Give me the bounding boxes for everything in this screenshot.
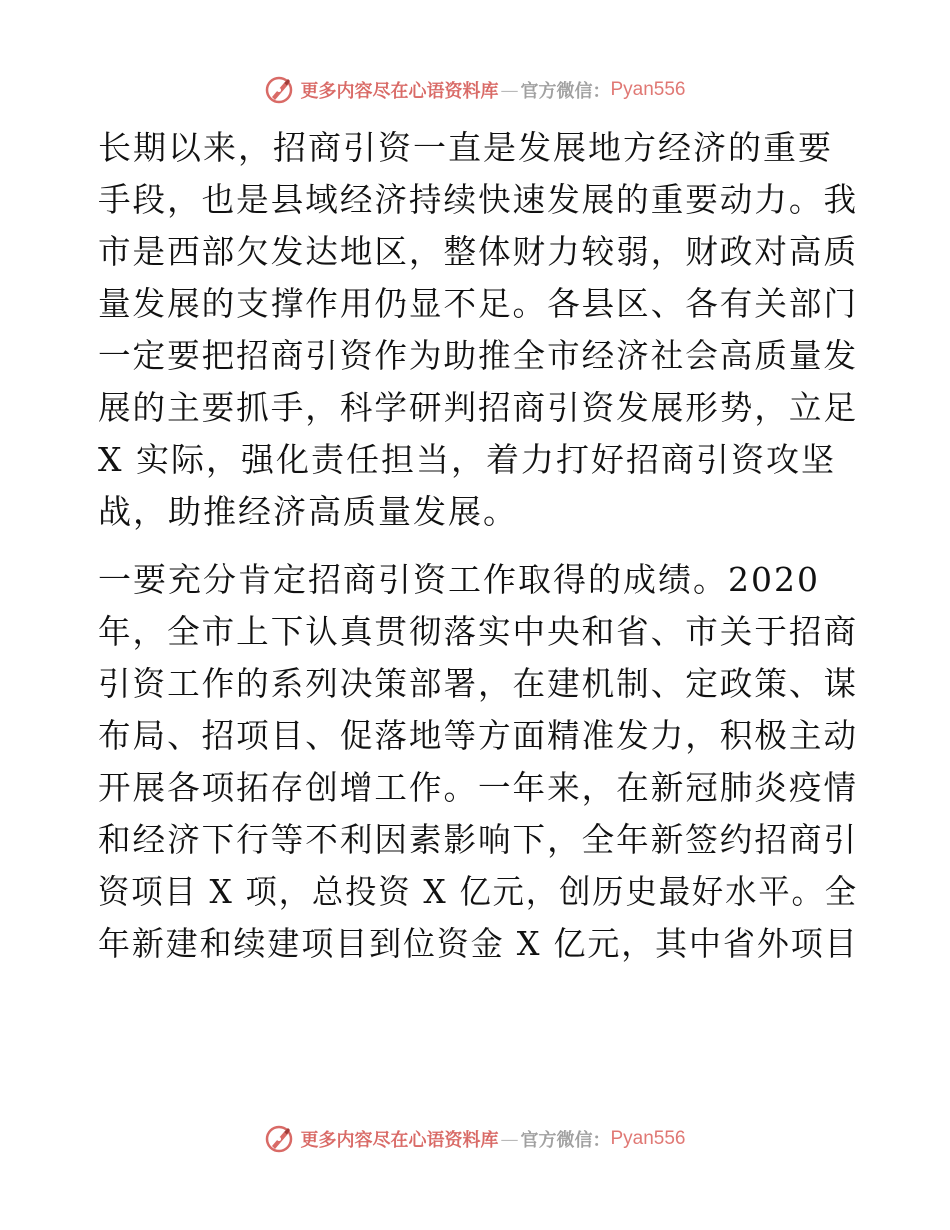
pen-logo-icon (264, 75, 294, 105)
paragraph-2 (98, 554, 858, 970)
text-line: 年新建和续建项目到位资金 X 亿元，其中省外项目 (98, 924, 859, 963)
text-line: 一定要把招商引资作为助推全市经济社会高质量发 (98, 336, 858, 375)
paragraph-1 (98, 122, 858, 538)
text-line: X 实际，强化责任担当，着力打好招商引资攻坚 (98, 440, 836, 479)
text-line: 开展各项拓存创增工作。一年来，在新冠肺炎疫情 (98, 768, 858, 807)
paragraph-spacer (98, 538, 858, 554)
text-line: 长期以来，招商引资一直是发展地方经济的重要 (98, 128, 833, 167)
text-line: 和经济下行等不利因素影响下，全年新签约招商引 (98, 820, 858, 859)
document-body (98, 122, 858, 970)
watermark-dash: — (500, 1128, 519, 1150)
text-line: 展的主要抓手，科学研判招商引资发展形势，立足 (98, 388, 858, 427)
watermark-dash: — (500, 79, 519, 101)
watermark-brand: 更多内容尽在心语资料库 (300, 1130, 499, 1151)
watermark-wechat-id: Pyan556 (610, 1128, 686, 1149)
text-line: 布局、招项目、促落地等方面精准发力，积极主动 (98, 716, 858, 755)
text-line: 年，全市上下认真贯彻落实中央和省、市关于招商 (98, 612, 858, 651)
watermark-brand: 更多内容尽在心语资料库 (300, 81, 499, 102)
pen-logo-icon (264, 1124, 294, 1154)
text-line: 量发展的支撑作用仍显不足。各县区、各有关部门 (98, 284, 858, 323)
watermark-header (0, 72, 950, 108)
text-line: 手段，也是县域经济持续快速发展的重要动力。我 (98, 180, 858, 219)
watermark-wechat-id: Pyan556 (610, 79, 686, 100)
text-line: 资项目 X 项，总投资 X 亿元，创历史最好水平。全 (98, 872, 858, 911)
watermark-official: 官方微信： (520, 81, 611, 102)
watermark-official: 官方微信： (520, 1130, 611, 1151)
text-line: 市是西部欠发达地区，整体财力较弱，财政对高质 (98, 232, 858, 271)
text-line: 战，助推经济高质量发展。 (98, 492, 518, 531)
text-line: 一要充分肯定招商引资工作取得的成绩。2020 (98, 560, 820, 599)
text-line: 引资工作的系列决策部署，在建机制、定政策、谋 (98, 664, 858, 703)
watermark-footer (0, 1121, 950, 1157)
